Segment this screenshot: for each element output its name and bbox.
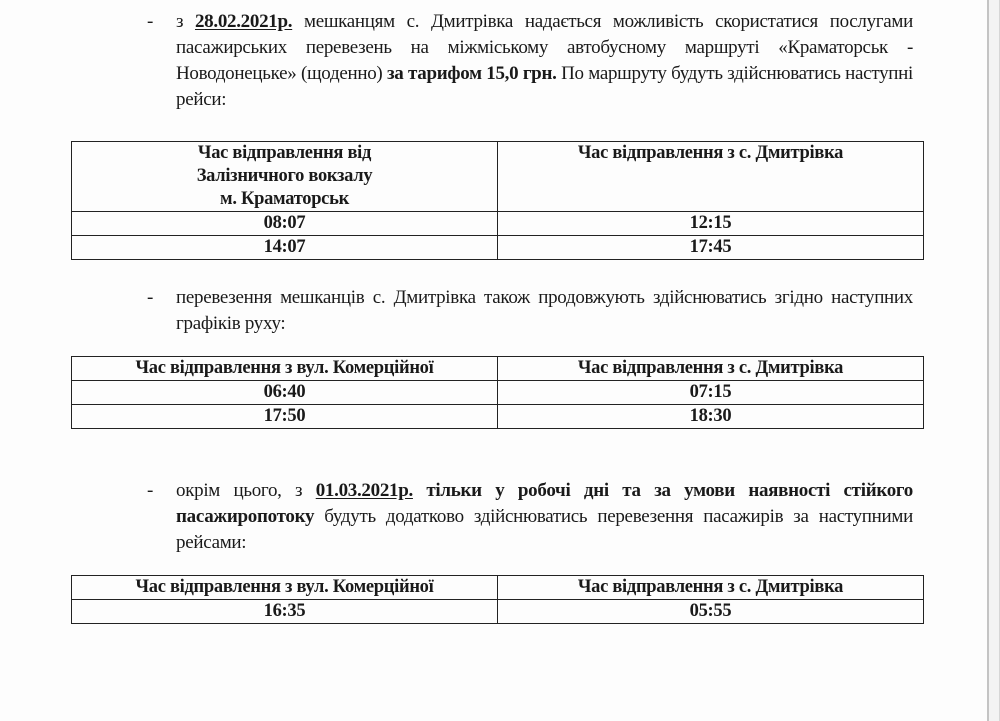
viewer-gutter xyxy=(989,0,1000,721)
column-header: Час відправлення з вул. Комерційної xyxy=(72,576,498,600)
table-header-row xyxy=(72,357,924,381)
section3-date: 01.03.2021р. xyxy=(315,480,413,501)
column-header: Час відправлення з с. Дмитрівка xyxy=(498,142,924,212)
table-cell: 12:15 xyxy=(498,212,924,236)
table-row xyxy=(72,212,924,236)
schedule-table-2 xyxy=(71,356,924,429)
table-cell: 06:40 xyxy=(72,381,498,405)
section1-date: 28.02.2021р. xyxy=(194,11,293,32)
table-row xyxy=(72,600,924,624)
table-row xyxy=(72,236,924,260)
column-header: Час відправлення від Залізничного вокзалу м. Краматорськ xyxy=(72,142,498,212)
section3-bold-condition: тільки у робочі дні та за умови наявності стійкого пасажиропотоку xyxy=(176,480,913,527)
section3-text-b: будуть додатково здійснюватись перевезення пасажирів за наступними рейсами: xyxy=(176,506,913,553)
table-cell: 07:15 xyxy=(498,381,924,405)
schedule-table-1 xyxy=(71,141,924,260)
section2-text: перевезення мешканців с. Дмитрівка також продовжують здійснюватись згідно наступних графіків руху: xyxy=(176,287,913,334)
section1-intro-prefix: з xyxy=(176,11,195,32)
column-header: Час відправлення з вул. Комерційної xyxy=(72,357,498,381)
section3-text-a: окрім цього, з xyxy=(176,480,316,501)
section1-text-b: По маршруту будуть здійснюватись наступні рейси: xyxy=(176,63,913,110)
table-header-row xyxy=(72,576,924,600)
table-cell: 14:07 xyxy=(72,236,498,260)
table-header-row xyxy=(72,142,924,212)
column-header: Час відправлення з с. Дмитрівка xyxy=(498,357,924,381)
table-cell: 16:35 xyxy=(72,600,498,624)
table-cell: 17:45 xyxy=(498,236,924,260)
section1-paragraph xyxy=(147,9,914,113)
table-cell: 05:55 xyxy=(498,600,924,624)
column-header: Час відправлення з с. Дмитрівка xyxy=(498,576,924,600)
section1-text-a: мешканцям с. Дмитрівка надається можливість скористатися послугами пасажирських перевезень на міжміському автобусному маршруті «Краматорськ - Новодонецьке» (щоденно) xyxy=(176,11,914,84)
table-cell: 17:50 xyxy=(72,405,498,429)
table-row xyxy=(72,405,924,429)
table-row xyxy=(72,381,924,405)
section2-paragraph xyxy=(147,285,913,337)
bullet-dash: - xyxy=(147,287,154,308)
bullet-dash: - xyxy=(147,11,154,32)
schedule-table-3 xyxy=(71,575,924,624)
bullet-dash: - xyxy=(147,480,154,501)
table-cell: 18:30 xyxy=(498,405,924,429)
table-cell: 08:07 xyxy=(72,212,498,236)
section3-paragraph xyxy=(147,478,913,556)
section1-tariff: за тарифом 15,0 грн. xyxy=(386,63,557,84)
